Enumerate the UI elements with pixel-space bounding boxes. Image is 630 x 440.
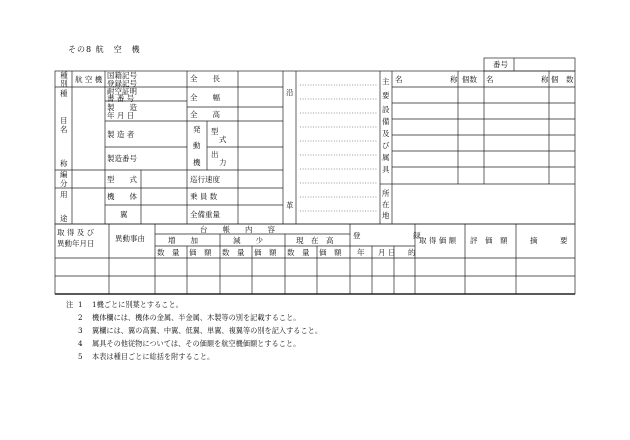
bun-label: 分 [60,179,68,188]
shuyo-2: 要 [382,91,390,100]
tsubasa-label: 翼 [120,210,128,219]
note-4-num: 4 [78,339,83,348]
kitai-label: 機 体 [107,192,137,201]
note-1-num: 1 [78,300,83,309]
bango-label: 番号 [493,60,508,69]
shutoku-kakaku-label: 取 得 価 額 [419,236,457,245]
hen-label: 編 [60,170,68,179]
kosu-1-label: 個数 [462,75,477,84]
kakaku-3: 価 額 [319,248,342,257]
shozai-2: 在 [382,200,390,209]
nen-label: 年 [357,248,365,257]
daicho-label: 台 帳 内 容 [200,225,275,234]
suryo-1: 数 量 [157,248,180,257]
shuyo-3: 設 [382,105,390,114]
zenko-label: 全 高 [190,110,220,119]
ido-jiyu-label: 異動事由 [115,234,145,243]
to-label: 途 [60,214,68,223]
junko-label: 巡行速度 [190,175,220,184]
hi-label: 日 [388,248,396,257]
shutoku-label: 取 得 及 び [57,228,95,237]
shiki-label: 式 [219,135,227,144]
zoka-label: 増 加 [168,236,198,245]
en-label: 沿 [286,88,294,97]
suryo-3: 数 量 [287,248,310,257]
kakaku-1: 価 額 [189,248,212,257]
meisho-1-mei: 名 [395,75,403,84]
kokuki-label: 航 空 機 [75,75,103,84]
juryo-label: 全備重量 [190,210,220,219]
note-2-text: 機体欄には、機体の金属、半金属、木製等の別を記載すること。 [92,313,301,322]
note-3-num: 3 [78,326,83,335]
shuyo-7: 属 [382,153,390,162]
taiku-label: 耐空証明 [107,87,137,96]
shubetsu-label: 種別 [60,71,68,88]
suryo-2: 数 量 [222,248,245,257]
note-2-num: 2 [78,313,83,322]
join-label: 乗 員 数 [190,192,218,201]
moku-label: 目 [60,116,68,125]
zenpuku-label: 全 幅 [190,93,220,102]
ido-ymd-label: 異動年月日 [57,239,95,248]
note-1-text: 1機ごとに別葉とすること。 [92,300,183,309]
ryoku-label: 力 [219,158,227,167]
kaku-label: 革 [286,201,294,210]
seizobango-label: 製造番号 [107,154,137,163]
yo-label: 用 [60,190,68,199]
meisho-2-sho: 称 [541,75,549,84]
zencho-label: 全 長 [190,74,220,83]
shozai-3: 地 [382,211,390,220]
genzaidaka-label: 現 在 高 [296,236,334,245]
seizosha-label: 製 造 者 [107,130,135,139]
tekiyo-label: 摘 要 [530,236,568,245]
teki-label: 的 [408,248,416,257]
mei-label: 名 [60,125,68,134]
kokuseki-label: 国籍記号 [107,71,137,80]
note-3-text: 翼欄には、翼の高翼、中翼、低翼、単翼、複翼等の別を記入すること。 [92,326,323,335]
kakaku-2: 価 額 [254,248,277,257]
toroku-label: 登 録 [353,231,421,240]
sho-label: 称 [60,159,68,168]
hyoka-label: 評 価 額 [470,236,508,245]
keishiki-label: 型 式 [107,175,137,184]
meisho-2-mei: 名 [486,75,494,84]
ki-label: 機 [193,158,201,167]
shuyo-1: 主 [382,77,390,86]
note-4-text: 属具その他従物については、その価額を航空機価額とすること。 [92,339,301,348]
shuyo-6: び [382,141,390,150]
gata-label: 型 [211,127,219,136]
seizo-label: 製 造 [107,103,137,112]
hatsu-label: 発 [193,125,201,134]
notes-head: 注 [66,300,74,309]
shu-label: 種 [60,89,68,98]
note-5-text: 本表は種目ごとに総括を附すること。 [92,352,215,361]
seizo-ymd-label: 年 月 日 [107,111,135,120]
note-5-num: 5 [78,352,83,361]
form-title: その8 航 空 機 [68,45,141,54]
shutsu-label: 出 [211,150,219,159]
toroku-kigo-label: 登録記号 [107,79,137,88]
shuyo-8: 具 [382,165,390,174]
meisho-1-sho: 称 [450,75,458,84]
shuyo-4: 備 [382,117,390,126]
shuyo-5: 及 [382,129,390,138]
gensho-label: 減 少 [233,236,263,245]
tsuki-label: 月 [378,248,386,257]
do-label: 動 [193,141,201,150]
shozai-1: 所 [382,189,390,198]
taiku-bango-label: 書 番 号 [107,94,135,103]
kosu-2-label: 個 数 [551,75,574,84]
